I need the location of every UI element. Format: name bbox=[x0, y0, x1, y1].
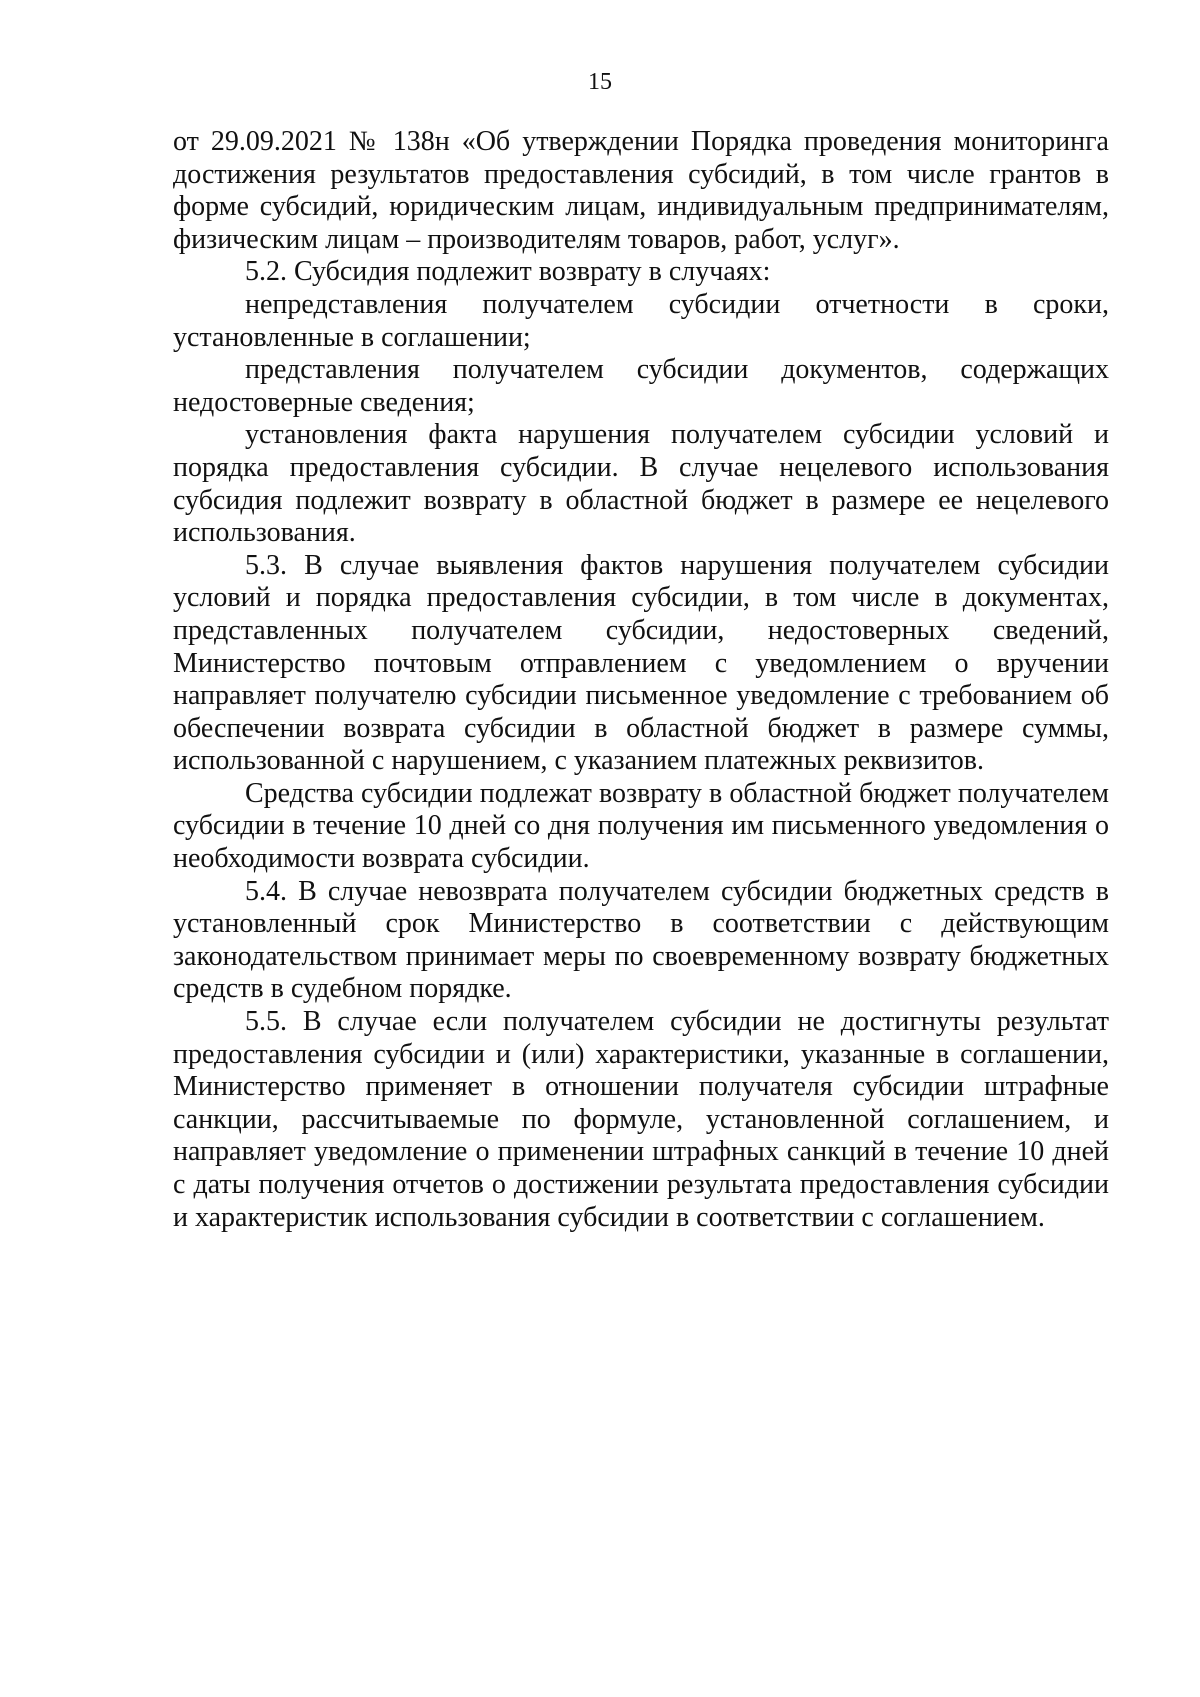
paragraph-5-5: 5.5. В случае если получателем субсидии не достигнуты результат предоставления субсидии и (или) характеристики, указанные в соглашении, Министерство применяет в отношении получателя субсидии штрафные санкции, рассчитываемые по формуле, установленной соглашением, и направляет уведомление о применении штрафных санкций в течение 10 дней с даты получения отчетов о достижении результата предоставления субсидии и характеристик использования субсидии в соответствии с соглашением. bbox=[173, 1006, 1109, 1233]
paragraph-5-2: 5.2. Субсидия подлежит возврату в случаях: bbox=[245, 256, 771, 288]
paragraph-case-false-documents: представления получателем субсидии документов, содержащих недостоверные сведения; bbox=[173, 354, 1109, 418]
paragraph-5-4: 5.4. В случае невозврата получателем субсидии бюджетных средств в установленный срок Министерство в соответствии с действующим законодательством принимает меры по своевременному возврату бюджетных средств в судебном порядке. bbox=[173, 875, 1109, 1005]
paragraph-refund-term: Средства субсидии подлежат возврату в областной бюджет получателем субсидии в течение 10 дней со дня получения им письменного уведомления о необходимости возврата субсидии. bbox=[173, 777, 1109, 875]
paragraph-5-3: 5.3. В случае выявления фактов нарушения получателем субсидии условий и порядка предоставления субсидии, в том числе в документах, представленных получателем субсидии, недостоверных сведений, Министерство почтовым отправлением с уведомлением о вручении направляет получателю субсидии письменное уведомление с требованием об обеспечении возврата субсидии в областной бюджет в размере суммы, использованной с нарушением, с указанием платежных реквизитов. bbox=[173, 549, 1109, 777]
document-body bbox=[173, 126, 1109, 1234]
paragraph-case-violation: установления факта нарушения получателем субсидии условий и порядка предоставления субсидии. В случае нецелевого использования субсидия подлежит возврату в областной бюджет в размере ее нецелевого использования. bbox=[173, 419, 1109, 549]
page-number: 15 bbox=[588, 69, 612, 95]
paragraph-case-reporting: непредставления получателем субсидии отчетности в сроки, установленные в соглашении; bbox=[173, 288, 1109, 353]
paragraph-order-reference: от 29.09.2021 № 138н «Об утверждении Порядка проведения мониторинга достижения результатов предоставления субсидий, в том числе грантов в форме субсидий, юридическим лицам, индивидуальным предпринимателям, физическим лицам – производителям товаров, работ, услуг». bbox=[173, 126, 1109, 255]
